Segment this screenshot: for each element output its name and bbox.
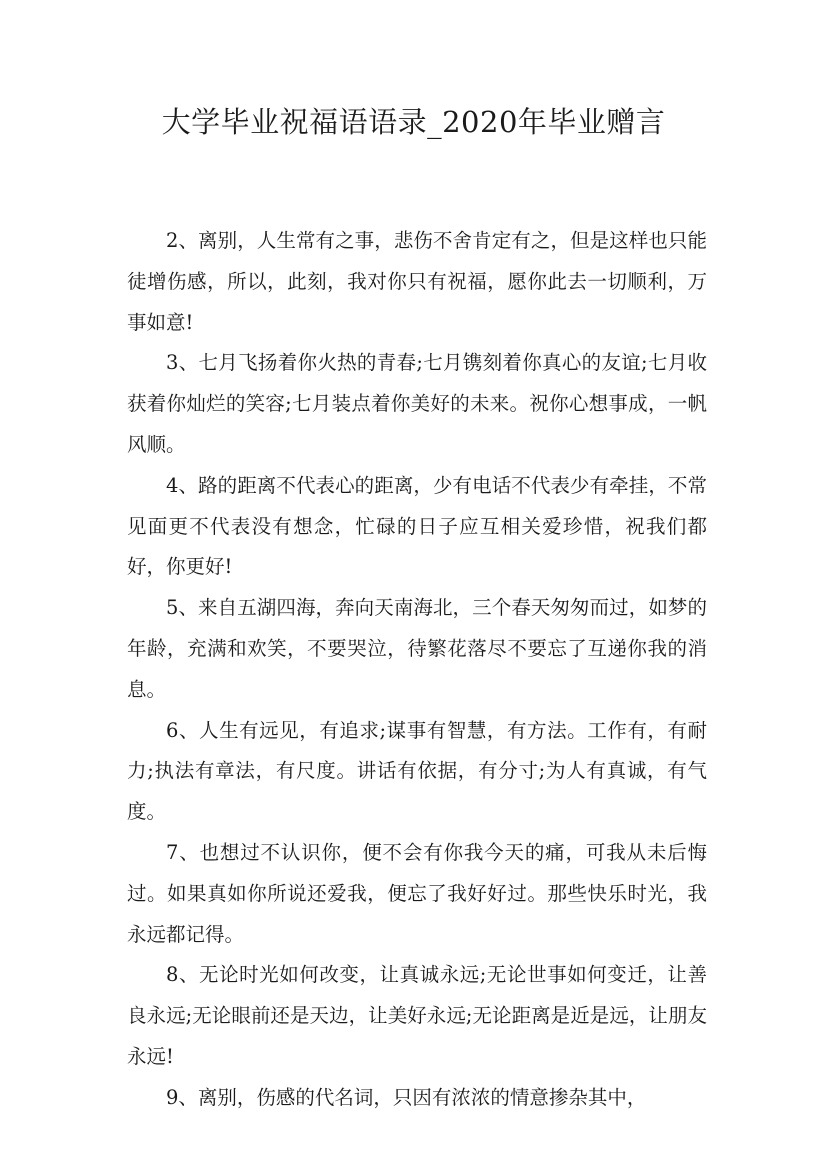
paragraph-6: 6、人生有远见，有追求;谋事有智慧，有方法。工作有，有耐力;执法有章法，有尺度。讲话有依据，有分寸;为人有真诚，有气度。 — [127, 718, 707, 824]
paragraph-8: 8、无论时光如何改变，让真诚永远;无论世事如何变迁，让善良永远;无论眼前还是天边，让美好永远;无论距离是近是远，让朋友永远! — [127, 963, 707, 1068]
paragraph-5: 5、来自五湖四海，奔向天南海北，三个春天匆匆而过，如梦的年龄，充满和欢笑，不要哭泣，待繁花落尽不要忘了互递你我的消息。 — [127, 596, 707, 701]
paragraph-9: 9、离别，伤感的代名词，只因有浓浓的情意掺杂其中， — [166, 1085, 647, 1109]
paragraph-2: 2、离别，人生常有之事，悲伤不舍肯定有之，但是这样也只能徒增伤感，所以，此刻，我对你只有祝福，愿你此去一切顺利，万事如意! — [127, 229, 707, 334]
document-body — [127, 221, 707, 1119]
paragraph-7: 7、也想过不认识你，便不会有你我今天的痛，可我从未后悔过。如果真如你所说还爱我，便忘了我好好过。那些快乐时光，我永远都记得。 — [127, 840, 707, 946]
paragraph-4: 4、路的距离不代表心的距离，少有电话不代表少有牵挂，不常见面更不代表没有想念，忙碌的日子应互相关爱珍惜，祝我们都好，你更好! — [127, 473, 707, 579]
paragraph-3: 3、七月飞扬着你火热的青春;七月镌刻着你真心的友谊;七月收获着你灿烂的笑容;七月装点着你美好的未来。祝你心想事成，一帆风顺。 — [127, 351, 707, 456]
document-title: 大学毕业祝福语语录_2020年毕业赠言 — [161, 105, 666, 139]
